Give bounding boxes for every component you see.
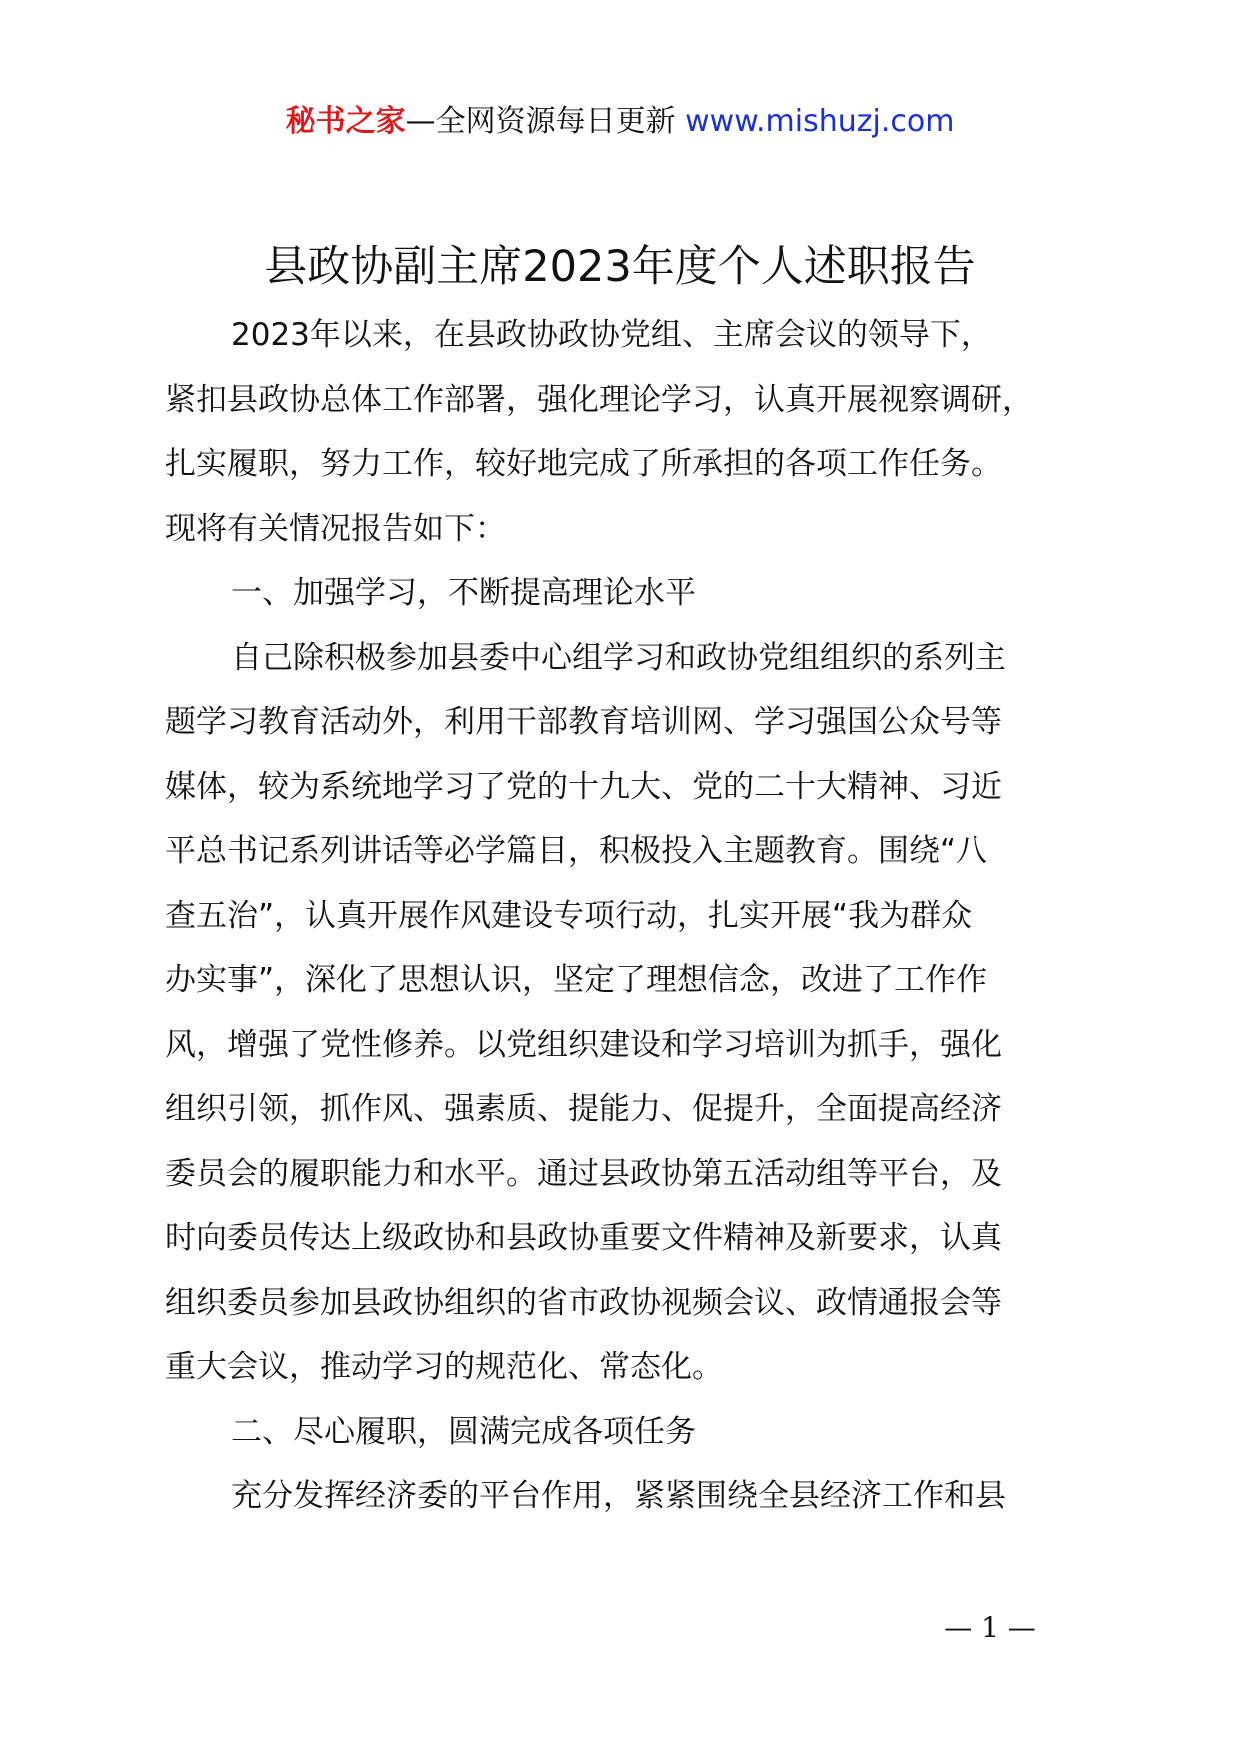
site-url-link[interactable]: www.mishuzj.com bbox=[685, 104, 955, 139]
paragraph-line: 题学习教育活动外，利用干部教育培训网、学习强国公众号等 bbox=[165, 704, 1002, 740]
section-heading-2: 二、尽心履职，圆满完成各项任务 bbox=[231, 1413, 696, 1450]
paragraph-line: 办实事”，深化了思想认识，坚定了理想信念，改进了工作作 bbox=[165, 962, 988, 998]
section-heading-1: 一、加强学习，不断提高理论水平 bbox=[231, 575, 696, 611]
paragraph-line: 重大会议，推动学习的规范化、常态化。 bbox=[165, 1349, 723, 1385]
site-header bbox=[0, 100, 1240, 144]
document-body bbox=[165, 303, 1125, 1529]
paragraph-line: 查五治”，认真开展作风建设专项行动，扎实开展“我为群众 bbox=[165, 897, 973, 934]
document-title: 县政协副主席2023年度个人述职报告 bbox=[264, 242, 976, 292]
paragraph-line: 委员会的履职能力和水平。通过县政协第五活动组等平台，及 bbox=[165, 1155, 1002, 1192]
paragraph-line: 现将有关情况报告如下： bbox=[165, 510, 506, 547]
paragraph-line: 充分发挥经济委的平台作用，紧紧围绕全县经济工作和县 bbox=[231, 1478, 1006, 1514]
paragraph-line: 组织引领，抓作风、强素质、提能力、促提升，全面提高经济 bbox=[165, 1091, 1002, 1127]
paragraph-line: 扎实履职，努力工作，较好地完成了所承担的各项工作任务。 bbox=[165, 446, 1002, 482]
paragraph-line: 紧扣县政协总体工作部署，强化理论学习，认真开展视察调研， bbox=[165, 381, 1033, 418]
paragraph-line: 风，增强了党性修养。以党组织建设和学习培训为抓手，强化 bbox=[165, 1026, 1002, 1063]
paragraph-line: 组织委员参加县政协组织的省市政协视频会议、政情通报会等 bbox=[165, 1284, 1002, 1321]
brand-name: 秘书之家 bbox=[285, 104, 406, 139]
header-tagline: —全网资源每日更新 bbox=[405, 104, 686, 139]
paragraph-line: 2023年以来，在县政协政协党组、主席会议的领导下， bbox=[231, 317, 992, 353]
paragraph-line: 媒体，较为系统地学习了党的十九大、党的二十大精神、习近 bbox=[165, 768, 1002, 805]
paragraph-line: 自己除积极参加县委中心组学习和政协党组组织的系列主 bbox=[231, 639, 1006, 676]
paragraph-line: 平总书记系列讲话等必学篇目，积极投入主题教育。围绕“八 bbox=[165, 833, 988, 869]
page-number: — 1 — bbox=[944, 1611, 1036, 1644]
paragraph-line: 时向委员传达上级政协和县政协重要文件精神及新要求，认真 bbox=[165, 1220, 1002, 1256]
